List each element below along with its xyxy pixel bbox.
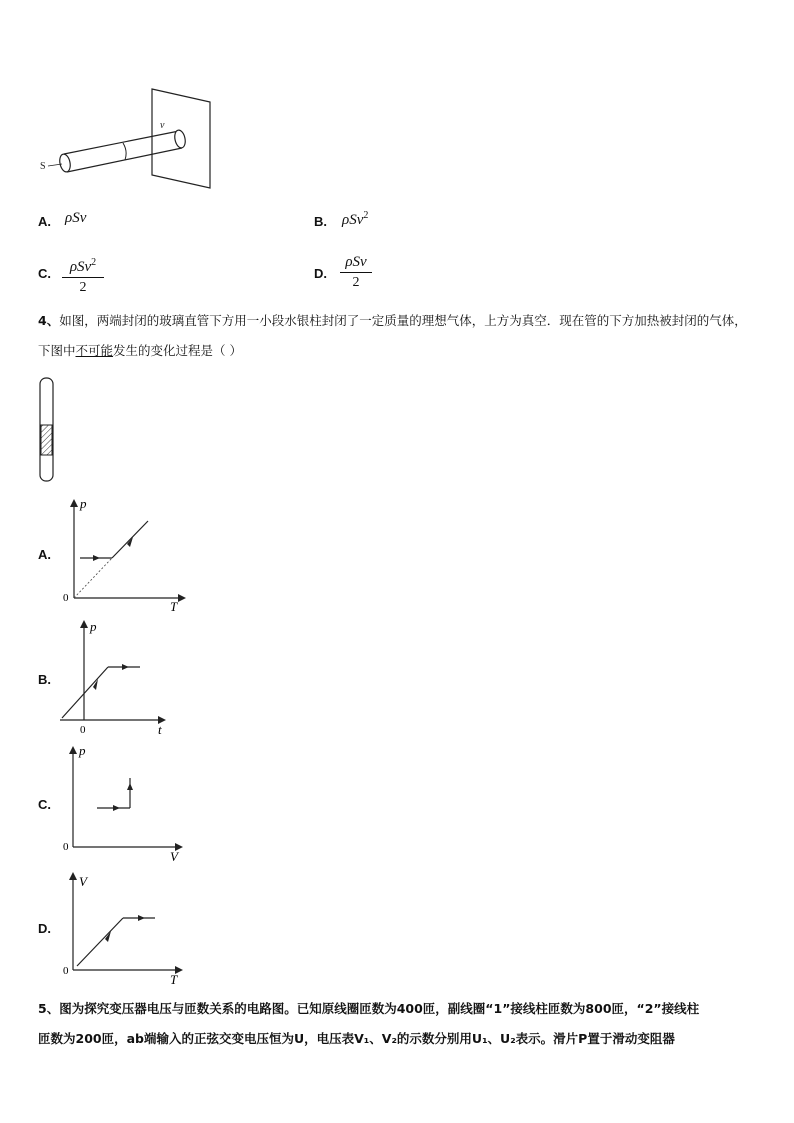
svg-text:p: p [79, 743, 86, 758]
q3-option-c-fraction: ρSv$^2$ 2 [62, 254, 104, 296]
question-4-text: 4、如图，两端封闭的玻璃直管下方用一小段水银柱封闭了一定质量的理想气体，上方为真空．现在管的下方加热被封闭的气体，下图中不可能发生的变化过程是（ ） [38, 313, 747, 358]
q3-option-a-letter[interactable]: A. [38, 214, 51, 229]
q3-option-b-letter[interactable]: B. [314, 214, 327, 229]
q3-option-d-letter[interactable]: D. [314, 266, 327, 281]
graph-a [60, 495, 190, 615]
tube-right-end [173, 129, 187, 149]
question-5-text [38, 994, 758, 1054]
svg-text:p: p [80, 496, 87, 511]
question-5-line-2: 匝数为200匝，ab端输入的正弦交变电压恒为U，电压表V₁、V₂的示数分别用U₁、U₂表示。滑片P置于滑动变阻器 [38, 1031, 675, 1046]
question-5-line-1: 5、图为探究变压器电压与匝数关系的电路图。已知原线圈匝数为400匝，副线圈“1”接线柱匝数为800匝，“2”接线柱 [38, 1001, 700, 1016]
svg-text:V: V [79, 874, 87, 889]
graph-b [58, 618, 188, 740]
tube-left-end [58, 153, 72, 173]
q3-option-c-letter[interactable]: C. [38, 266, 51, 281]
graph-d-letter[interactable]: D. [38, 921, 51, 936]
label-s: S [40, 161, 46, 172]
q3-option-b-expr: ρSv$^2$ [342, 210, 369, 228]
svg-text:0: 0 [63, 965, 69, 977]
graph-c [60, 742, 190, 864]
mercury-column [41, 425, 52, 455]
graph-c-letter[interactable]: C. [38, 797, 51, 812]
svg-text:0: 0 [80, 724, 86, 736]
svg-text:T: T [170, 599, 178, 614]
svg-text:V: V [170, 849, 178, 864]
graph-b-letter[interactable]: B. [38, 672, 51, 687]
q3-option-a-expr: ρSv [65, 210, 87, 226]
glass-tube-figure [36, 375, 58, 485]
underlined-emphasis: 不可能 [75, 343, 114, 358]
svg-text:t: t [158, 722, 162, 737]
svg-text:p: p [90, 619, 97, 634]
graph-d [60, 868, 190, 990]
label-v: v [160, 120, 165, 131]
svg-text:0: 0 [63, 841, 69, 853]
q3-option-d-fraction: ρSv 2 [340, 254, 372, 291]
svg-text:T: T [170, 972, 178, 987]
tube-plate-figure [36, 86, 226, 194]
graph-a-letter[interactable]: A. [38, 547, 51, 562]
svg-text:0: 0 [63, 592, 69, 604]
